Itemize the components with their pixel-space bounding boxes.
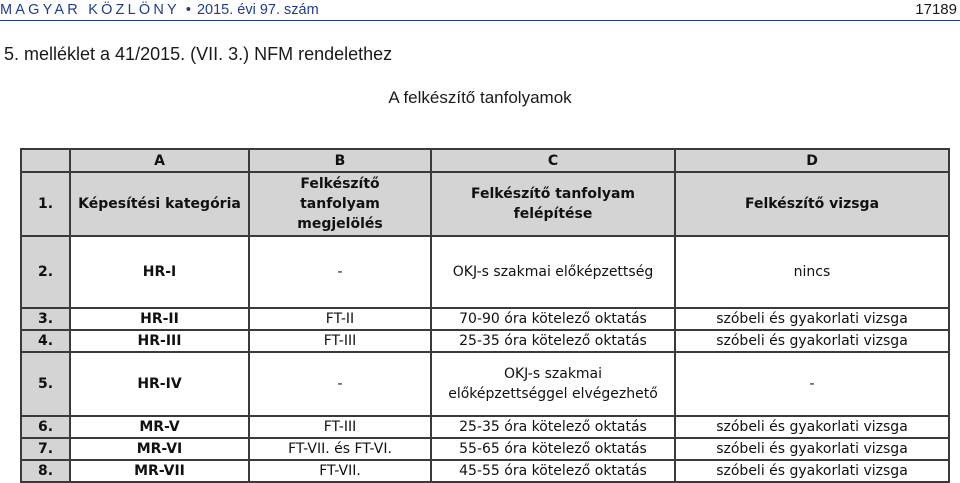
- course-designation-cell: FT-III: [249, 330, 431, 352]
- document-title: A felkészítő tanfolyamok: [388, 88, 572, 107]
- header-row: [21, 172, 949, 236]
- table-row: [21, 460, 949, 482]
- qualification-cell: MR-VII: [70, 460, 249, 482]
- qualification-cell: MR-V: [70, 416, 249, 438]
- qualification-cell: HR-I: [70, 236, 249, 308]
- table-row: [21, 352, 949, 416]
- header-course-structure: Felkészítő tanfolyam felépítése: [431, 172, 675, 236]
- header-divider: [0, 20, 960, 21]
- row-number: 6.: [21, 416, 70, 438]
- exam-cell: szóbeli és gyakorlati vizsga: [675, 416, 949, 438]
- row-number: 1.: [21, 172, 70, 236]
- journal-header: [0, 1, 319, 19]
- exam-cell: szóbeli és gyakorlati vizsga: [675, 460, 949, 482]
- annex-reference: 5. melléklet a 41/2015. (VII. 3.) NFM rendelethez: [4, 44, 393, 64]
- qualification-cell: HR-IV: [70, 352, 249, 416]
- exam-cell: szóbeli és gyakorlati vizsga: [675, 330, 949, 352]
- row-number: 4.: [21, 330, 70, 352]
- header-qualification: Képesítési kategória: [70, 172, 249, 236]
- course-designation-cell: -: [249, 352, 431, 416]
- course-structure-cell: OKJ-s szakmai előképzettséggel elvégezhető: [431, 352, 675, 416]
- course-structure-cell: 25-35 óra kötelező oktatás: [431, 330, 675, 352]
- header-course-designation: Felkészítő tanfolyam megjelölés: [249, 172, 431, 236]
- qualification-cell: HR-III: [70, 330, 249, 352]
- course-structure-cell: 45-55 óra kötelező oktatás: [431, 460, 675, 482]
- exam-cell: -: [675, 352, 949, 416]
- row-number: 3.: [21, 308, 70, 330]
- course-designation-cell: FT-III: [249, 416, 431, 438]
- course-designation-cell: FT-II: [249, 308, 431, 330]
- col-letter-d: D: [675, 149, 949, 172]
- exam-cell: szóbeli és gyakorlati vizsga: [675, 308, 949, 330]
- header-bullet: •: [185, 2, 191, 18]
- table-row: [21, 416, 949, 438]
- col-letter-b: B: [249, 149, 431, 172]
- page-number: 17189: [915, 1, 957, 18]
- course-designation-cell: FT-VII.: [249, 460, 431, 482]
- page-header: [0, 0, 960, 24]
- row-number: 2.: [21, 236, 70, 308]
- corner-cell: [21, 149, 70, 172]
- row-number: 7.: [21, 438, 70, 460]
- course-structure-cell: 25-35 óra kötelező oktatás: [431, 416, 675, 438]
- exam-cell: nincs: [675, 236, 949, 308]
- course-structure-cell: 70-90 óra kötelező oktatás: [431, 308, 675, 330]
- table-row: [21, 236, 949, 308]
- table-row: [21, 438, 949, 460]
- journal-name: MAGYAR KÖZLÖNY: [0, 2, 180, 18]
- column-letter-row: [21, 149, 949, 172]
- table-row: [21, 308, 949, 330]
- header-exam: Felkészítő vizsga: [675, 172, 949, 236]
- courses-table: [20, 148, 950, 483]
- col-letter-a: A: [70, 149, 249, 172]
- col-letter-c: C: [431, 149, 675, 172]
- table-row: [21, 330, 949, 352]
- qualification-cell: HR-II: [70, 308, 249, 330]
- issue-label: 2015. évi 97. szám: [196, 2, 319, 18]
- qualification-cell: MR-VI: [70, 438, 249, 460]
- exam-cell: szóbeli és gyakorlati vizsga: [675, 438, 949, 460]
- row-number: 5.: [21, 352, 70, 416]
- row-number: 8.: [21, 460, 70, 482]
- course-designation-cell: -: [249, 236, 431, 308]
- course-structure-cell: OKJ-s szakmai előképzettség: [431, 236, 675, 308]
- course-structure-cell: 55-65 óra kötelező oktatás: [431, 438, 675, 460]
- course-designation-cell: FT-VII. és FT-VI.: [249, 438, 431, 460]
